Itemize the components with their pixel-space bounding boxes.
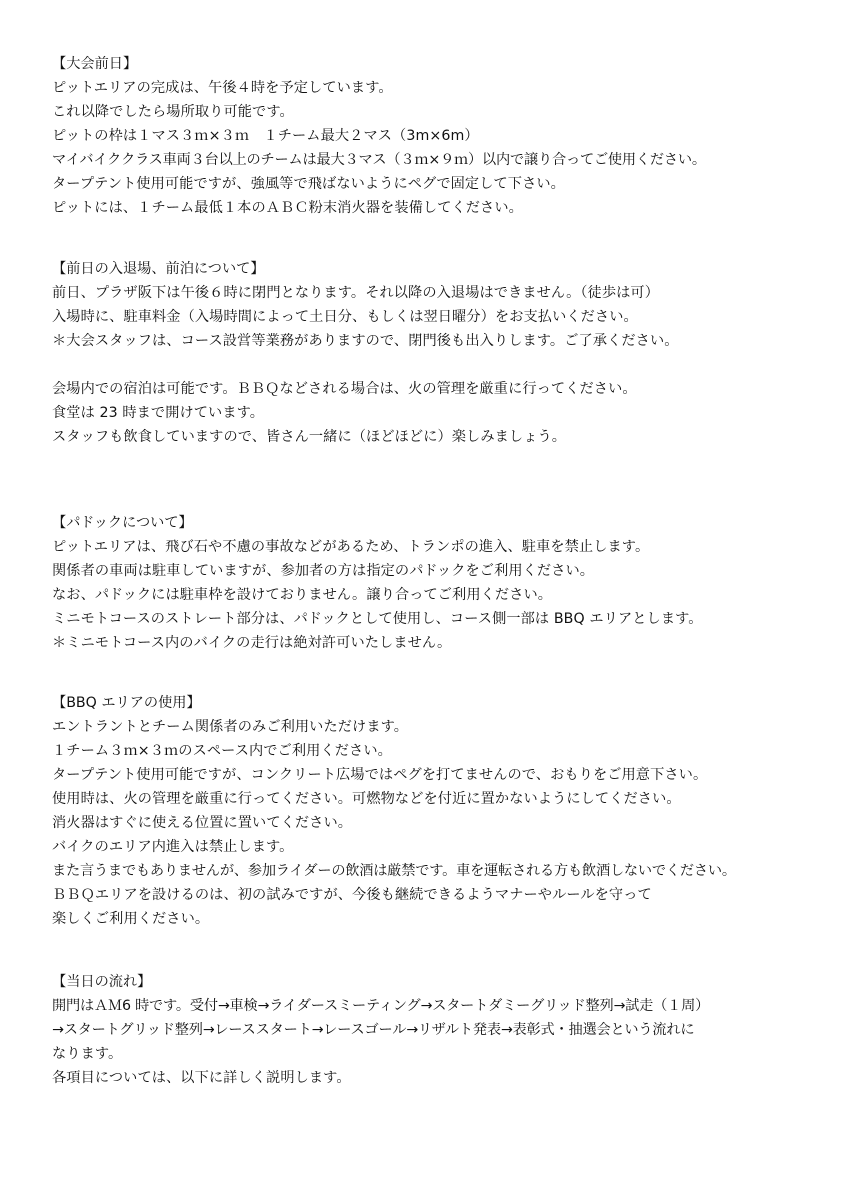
paragraph-line: バイクのエリア内進入は禁止します。	[52, 839, 294, 855]
paragraph-line: これ以降でしたら場所取り可能です。	[52, 104, 294, 120]
paragraph-line: また言うまでもありませんが、参加ライダーの飲酒は厳禁です。車を運転される方も飲酒しないでください。	[52, 863, 736, 879]
paragraph-line: １チーム３ｍ×３ｍのスペース内でご利用ください。	[52, 743, 392, 759]
paragraph-line: エントラントとチーム関係者のみご利用いただけます。	[52, 719, 409, 735]
paragraph-line: 関係者の車両は駐車していますが、参加者の方は指定のパドックをご利用ください。	[52, 563, 595, 579]
paragraph-line: 楽しくご利用ください。	[52, 911, 210, 927]
section-heading: 【前日の入退場、前泊について】	[52, 261, 265, 277]
paragraph-line: なります。	[52, 1046, 123, 1062]
paragraph-line: タープテント使用可能ですが、コンクリート広場ではペグを打てませんので、おもりをご用意下さい。	[52, 767, 708, 783]
section-paddock	[52, 511, 842, 655]
section-heading: 【大会前日】	[52, 56, 138, 72]
section-event-eve	[52, 52, 842, 220]
paragraph-line: ミニモトコースのストレート部分は、パドックとして使用し、コース側一部は BBQ エリアとします。	[52, 611, 703, 627]
section-heading: 【BBQ エリアの使用】	[52, 695, 201, 711]
paragraph-line: なお、パドックには駐車枠を設けておりません。譲り合ってご利用ください。	[52, 587, 553, 603]
section-heading: 【当日の流れ】	[52, 974, 152, 990]
section-heading: 【パドックについて】	[52, 515, 193, 531]
blank-line	[52, 353, 842, 377]
paragraph-line: ピットエリアの完成は、午後４時を予定しています。	[52, 80, 393, 96]
paragraph-line: マイバイククラス車両３台以上のチームは最大３マス（３ｍ×９ｍ）以内で譲り合ってご使用ください。	[52, 152, 706, 168]
section-entry-exit-overnight	[52, 257, 842, 449]
paragraph-line: スタッフも飲食していますので、皆さん一緒に（ほどほどに）楽しみましょう。	[52, 429, 567, 445]
paragraph-line: 前日、プラザ阪下は午後６時に閉門となります。それ以降の入退場はできません。（徒歩は可）	[52, 285, 659, 301]
paragraph-line: 入場時に、駐車料金（入場時間によって土日分、もしくは翌日曜分）をお支払いください。	[52, 309, 638, 325]
section-bbq-area	[52, 691, 842, 931]
section-day-flow	[52, 970, 842, 1090]
paragraph-line: ピットの枠は１マス３ｍ×３ｍ １チーム最大２マス（3m×6m）	[52, 128, 479, 144]
paragraph-line: ピットエリアは、飛び石や不慮の事故などがあるため、トランポの進入、駐車を禁止します。	[52, 539, 650, 555]
paragraph-line: 会場内での宿泊は可能です。ＢＢＱなどされる場合は、火の管理を厳重に行ってください。	[52, 381, 637, 397]
paragraph-line: ＢＢＱエリアを設けるのは、初の試みですが、今後も継続できるようマナーやルールを守って	[52, 887, 652, 903]
paragraph-line: →スタートグリッド整列→レーススタート→レースゴール→リザルト発表→表彰式・抽選会という流れに	[52, 1022, 695, 1038]
paragraph-line: ＊大会スタッフは、コース設営等業務がありますので、閉門後も出入りします。ご了承ください。	[52, 333, 679, 349]
paragraph-line: 各項目については、以下に詳しく説明します。	[52, 1070, 351, 1086]
paragraph-line: 使用時は、火の管理を厳重に行ってください。可燃物などを付近に置かないようにしてください。	[52, 791, 681, 807]
paragraph-line: 開門はＡＭ6 時です。受付→車検→ライダースミーティング→スタートダミーグリッド整列→試走（１周）	[52, 998, 710, 1014]
paragraph-line: タープテント使用可能ですが、強風等で飛ばないようにペグで固定して下さい。	[52, 176, 565, 192]
paragraph-line: ＊ミニモトコース内のバイクの走行は絶対許可いたしません。	[52, 635, 452, 651]
paragraph-line: 消火器はすぐに使える位置に置いてください。	[52, 815, 353, 831]
paragraph-line: 食堂は 23 時まで開けています。	[52, 405, 265, 421]
paragraph-line: ピットには、１チーム最低１本のＡＢＣ粉末消火器を装備してください。	[52, 200, 523, 216]
